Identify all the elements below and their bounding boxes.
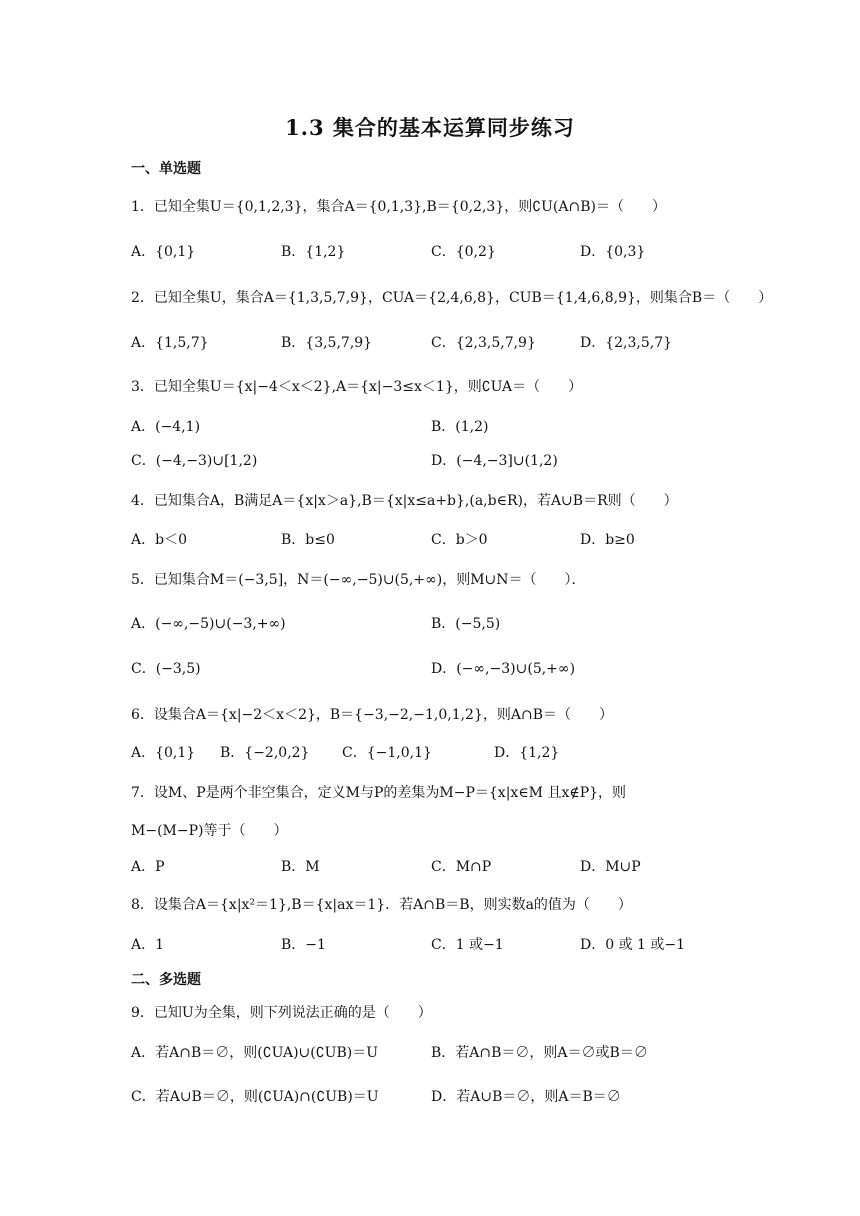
question-8-option-d: D．0 或 1 或−1 xyxy=(580,937,686,953)
question-2-option-a: A．{1,5,7} xyxy=(131,335,209,351)
question-8-option-a: A．1 xyxy=(131,937,165,953)
question-6-option-a: A．{0,1} xyxy=(131,745,196,761)
question-4-option-b: B．b≤0 xyxy=(281,532,335,548)
page-title: 1.3 集合的基本运算同步练习 xyxy=(285,115,575,140)
question-3-option-d: D．(−4,−3]∪(1,2) xyxy=(431,453,558,469)
question-4-option-a: A．b＜0 xyxy=(131,532,187,548)
question-2-stem: 2．已知全集U，集合A＝{1,3,5,7,9}，CUA＝{2,4,6,8}，CUB＝{1,4,6,8,9}，则集合B＝（ ） xyxy=(131,290,773,306)
question-9-stem: 9．已知U为全集，则下列说法正确的是（ ） xyxy=(131,1005,432,1021)
question-5-option-c: C．(−3,5) xyxy=(131,661,201,677)
question-6-option-c: C．{−1,0,1} xyxy=(342,745,432,761)
question-2-option-b: B．{3,5,7,9} xyxy=(281,335,373,351)
question-7-option-c: C．M∩P xyxy=(431,859,492,875)
question-6-option-b: B．{−2,0,2} xyxy=(220,745,310,761)
section-heading-single-choice: 一、单选题 xyxy=(131,161,201,177)
question-9-option-d: D．若A∪B＝∅，则A＝B＝∅ xyxy=(431,1089,621,1105)
question-9-option-c: C．若A∪B＝∅，则(∁UA)∩(∁UB)＝U xyxy=(131,1089,379,1105)
question-7-option-a: A．P xyxy=(131,859,165,875)
question-1-option-b: B．{1,2} xyxy=(281,244,346,260)
question-7-option-b: B．M xyxy=(281,859,320,875)
question-1-option-d: D．{0,3} xyxy=(580,244,646,260)
question-7-stem: 7．设M、P是两个非空集合，定义M与P的差集为M−P＝{x|x∈M 且x∉P}，则 xyxy=(131,785,627,801)
question-9-option-a: A．若A∩B＝∅，则(∁UA)∪(∁UB)＝U xyxy=(131,1045,378,1061)
question-3-option-c: C．(−4,−3)∪[1,2) xyxy=(131,453,258,469)
question-1-option-a: A．{0,1} xyxy=(131,244,196,260)
question-6-stem: 6．设集合A＝{x|−2＜x＜2}，B＝{−3,−2,−1,0,1,2}，则A∩B＝（ ） xyxy=(131,707,614,723)
question-8-option-c: C．1 或−1 xyxy=(431,937,504,953)
question-8-option-b: B．−1 xyxy=(281,937,326,953)
question-2-option-c: C．{2,3,5,7,9} xyxy=(431,335,536,351)
question-4-stem: 4．已知集合A，B满足A＝{x|x＞a},B＝{x|x≤a+b},(a,b∈R)，若A∪B＝R则（ ） xyxy=(131,493,678,509)
question-4-option-d: D．b≥0 xyxy=(580,532,635,548)
question-8-stem: 8．设集合A＝{x|x²＝1},B＝{x|ax＝1}．若A∩B＝B，则实数a的值为（ ） xyxy=(131,897,632,913)
question-5-stem: 5．已知集合M＝(−3,5]，N＝(−∞,−5)∪(5,+∞)，则M∪N＝（ ）． xyxy=(131,572,586,588)
question-7-option-d: D．M∪P xyxy=(580,859,641,875)
question-7-stem-continued: M−(M−P)等于（ ） xyxy=(131,823,288,839)
question-2-option-d: D．{2,3,5,7} xyxy=(580,335,673,351)
question-3-option-b: B．(1,2) xyxy=(431,419,489,435)
question-6-option-d: D．{1,2} xyxy=(494,745,560,761)
section-heading-multiple-choice: 二、多选题 xyxy=(131,972,201,988)
question-9-option-b: B．若A∩B＝∅，则A＝∅或B＝∅ xyxy=(431,1045,648,1061)
question-5-option-b: B．(−5,5) xyxy=(431,616,501,632)
question-1-option-c: C．{0,2} xyxy=(431,244,496,260)
question-5-option-d: D．(−∞,−3)∪(5,+∞) xyxy=(431,661,576,677)
question-3-option-a: A．(−4,1) xyxy=(131,419,201,435)
question-3-stem: 3．已知全集U＝{x|−4＜x＜2},A＝{x|−3≤x＜1}，则∁UA＝（ ） xyxy=(131,379,583,395)
question-5-option-a: A．(−∞,−5)∪(−3,+∞) xyxy=(131,616,286,632)
question-4-option-c: C．b＞0 xyxy=(431,532,488,548)
question-1-stem: 1．已知全集U＝{0,1,2,3}，集合A＝{0,1,3},B＝{0,2,3}，则∁U(A∩B)＝（ ） xyxy=(131,199,666,215)
